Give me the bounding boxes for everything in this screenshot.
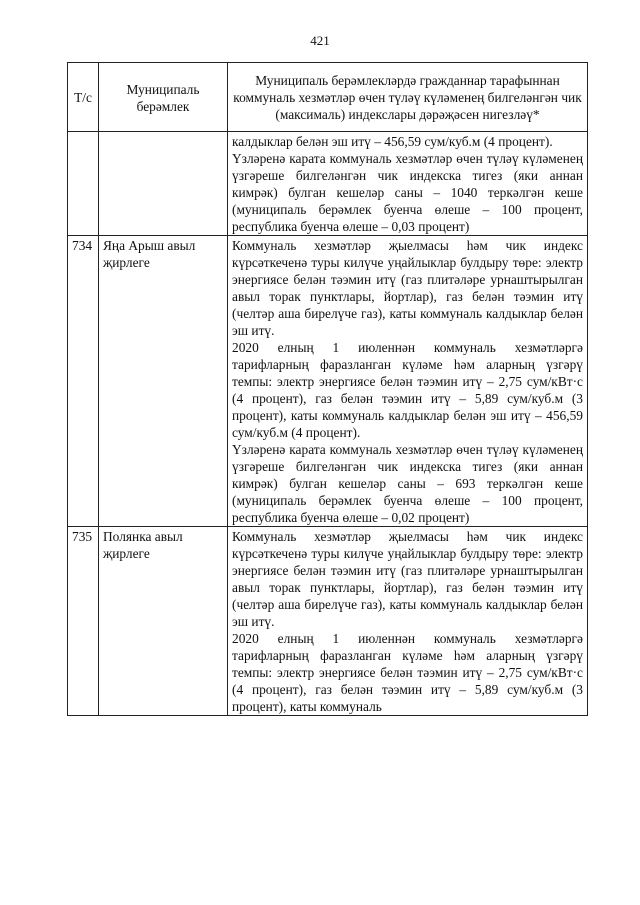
basis-paragraph: Үзләренә карата коммуналь хезмәтләр өчен түләү күләменең үзгәреше билгеләнгән чик индекска тигез (яки аннан кимрәк) булган кешеләр саны – 693 теркәлгән кеше (муниципаль берәмлек буенча өлеше – 100 процент, республика буенча өлеше – 0,02 процент) bbox=[232, 442, 583, 525]
basis-paragraph: Коммуналь хезмәтләр җыелмасы һәм чик индекс күрсәткеченә туры килүче уңайлыклар булдыру төре: электр энергиясе белән тәэмин итү (газ плитәләре урнаштырылган авыл торак пунктлары, йортлар), газ белән тәэмин итү (челтәр аша бирелүче газ), каты коммуналь калдыклар белән эш итү. bbox=[232, 529, 583, 629]
row-basis-cell bbox=[228, 527, 588, 716]
column-header-municipality: Муниципаль берәмлек bbox=[99, 63, 228, 132]
column-header-number: Т/с bbox=[68, 63, 99, 132]
basis-paragraph: Үзләренә карата коммуналь хезмәтләр өчен түләү күләменең үзгәреше билгеләнгән чик индекска тигез (яки аннан кимрәк) булган кешеләр саны – 1040 теркәлгән кеше (муниципаль берәмлек буенча өлеше – 100 процент, республика буенча өлеше – 0,03 процент) bbox=[232, 151, 583, 234]
column-header-basis: Муниципаль берәмлекләрдә гражданнар тарафыннан коммуналь хезмәтләр өчен түләү күләменең билгеләнгән чик (максималь) индекслары дәрәҗәсен нигезләү* bbox=[228, 63, 588, 132]
table-row bbox=[68, 236, 588, 527]
basis-paragraph: калдыклар белән эш итү – 456,59 сум/куб.м (4 процент). bbox=[232, 134, 553, 149]
table-row bbox=[68, 132, 588, 236]
table-header-row bbox=[68, 63, 588, 132]
basis-paragraph: 2020 елның 1 июленнән коммуналь хезмәтләргә тарифларның фаразланган күләме һәм аларның үзгәрү темпы: электр энергиясе белән тәэмин итү – 2,75 сум/кВт·с (4 процент), газ белән тәэмин итү – 5,89 сум/куб.м (3 процент), каты коммуналь калдыклар белән эш итү – 456,59 сум/куб.м (4 процент). bbox=[232, 340, 583, 440]
row-basis-cell bbox=[228, 236, 588, 527]
page-number: 421 bbox=[310, 33, 330, 48]
row-number bbox=[68, 132, 99, 236]
basis-paragraph: Коммуналь хезмәтләр җыелмасы һәм чик индекс күрсәткеченә туры килүче уңайлыклар булдыру төре: электр энергиясе белән тәэмин итү (газ плитәләре урнаштырылган авыл торак пунктлары, йортлар), газ белән тәэмин итү (челтәр аша бирелүче газ), каты коммуналь калдыклар белән эш итү. bbox=[232, 238, 583, 338]
row-number: 734 bbox=[68, 236, 99, 527]
row-municipality bbox=[99, 132, 228, 236]
tariff-index-table bbox=[67, 62, 588, 716]
row-number: 735 bbox=[68, 527, 99, 716]
row-municipality: Полянка авыл җирлеге bbox=[99, 527, 228, 716]
row-basis-cell bbox=[228, 132, 588, 236]
row-municipality: Яңа Арыш авыл җирлеге bbox=[99, 236, 228, 527]
basis-paragraph: 2020 елның 1 июленнән коммуналь хезмәтләргә тарифларның фаразланган күләме һәм аларның үзгәрү темпы: электр энергиясе белән тәэмин итү – 2,75 сум/кВт·с (4 процент), газ белән тәэмин итү – 5,89 сум/куб.м (3 процент), каты коммуналь bbox=[232, 631, 583, 714]
table-row bbox=[68, 527, 588, 716]
